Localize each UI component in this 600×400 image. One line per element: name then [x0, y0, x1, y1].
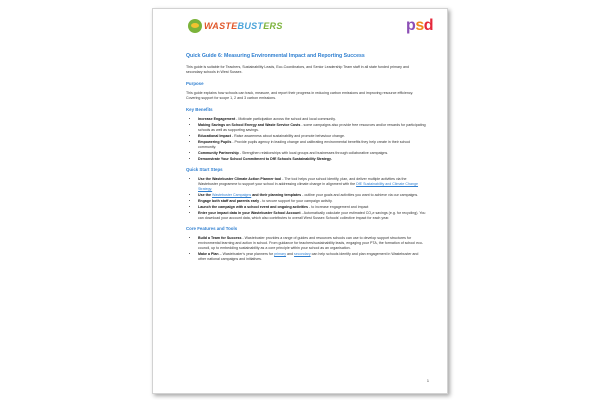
- list-item: • Use the Wastebuster Climate Action Planner tool - The tool helps your school identify, plan, and deliver multiple activities via the Wastebuster programme to support your school in addressing climate change in alignment with the DfE Sustainability and Climate Change Strategy.: [198, 177, 426, 192]
- document-page: [152, 8, 448, 394]
- wastebuster-logo: [188, 19, 283, 33]
- list-item: • Making Savings on School Energy and Waste Service Costs - some campaigns also provide free resources and/or rewards for participating schools as well as supporting savings.: [198, 123, 426, 133]
- wastebuster-logo-text: WASTEBUSTERS: [204, 21, 283, 31]
- wastebuster-campaigns-link[interactable]: Wastebuster Campaigns: [211, 193, 252, 197]
- psd-logo: psd: [406, 17, 433, 34]
- list-item: • Enter your impact data in your Wastebuster School Account - Automatically calculate your estimated CO₂e savings (e.g. for recycling). You can download your account data, which also contributes to overall West Sussex Schools' collective impact for each year.: [198, 211, 426, 221]
- list-item: • Build a Team for Success - Wastebuster provides a range of guides and resources schools can use to develop support structures for environmental learning and action in school. From guidance for teachers/sustainability leads, engaging your PTA, the formation of school eco-council, up to embedding sustainability as a core principle within your school as an organisation.: [198, 236, 426, 251]
- list-item: • Educational Impact - Raise awareness about sustainability and promote behaviour change.: [198, 134, 426, 139]
- dfe-strategy-link[interactable]: DfE Sustainability and Climate Change Strategy.: [198, 182, 419, 191]
- document-title: Quick Guide 6: Measuring Environmental Impact and Reporting Success: [186, 53, 365, 59]
- key-benefits-list: [186, 117, 426, 162]
- key-benefits-heading: Key Benefits: [186, 107, 213, 112]
- list-item: • Demonstrate Your School Commitment to DfE Schools Sustainability Strategy.: [198, 157, 426, 162]
- list-item: • Community Partnership - Strengthen relationships with local groups and businesses through collaborative campaigns.: [198, 151, 426, 156]
- core-features-heading: Core Features and Tools: [186, 226, 238, 231]
- mascot-icon: [188, 19, 202, 33]
- list-item: • Make a Plan – Wastebuster's year planners for primary and secondary can help schools identify and plan engagement in Wastebuster and other national campaigns and initiatives.: [198, 252, 426, 262]
- purpose-paragraph: This guide explains how schools can track, measure, and report their progress in reducing carbon emissions and improving resource efficiency. Covering support for scope 1, 2 and 3 carbon emissions.: [186, 91, 414, 100]
- intro-paragraph: This guide is suitable for Teachers, Sustainability Leads, Eco-Coordinators, and Senior Leadership Team staff in all state funded primary and secondary schools in West Sussex.: [186, 65, 409, 74]
- document-content: [186, 53, 426, 267]
- secondary-planner-link[interactable]: secondary: [294, 252, 311, 256]
- quick-start-list: [186, 177, 426, 221]
- list-item: • Empowering Pupils - Provide pupils agency in leading change and calibrating environmental benefits they help create in their school community.: [198, 140, 426, 150]
- list-item: • Engage both staff and parents early - to secure support for your campaign activity.: [198, 199, 426, 204]
- list-item: • Use the Wastebuster Campaigns and their planning templates - outline your goals and activities you want to achieve via our campaigns.: [198, 193, 426, 198]
- list-item: • Increase Engagement - Motivate participation across the school and local community.: [198, 117, 426, 122]
- list-item: • Launch the campaign with a school event and ongoing activities - to increase engagement and impact: [198, 205, 426, 210]
- purpose-heading: Purpose: [186, 81, 204, 86]
- quick-start-heading: Quick Start Steps: [186, 167, 223, 172]
- core-features-list: [186, 236, 426, 262]
- primary-planner-link[interactable]: primary: [274, 252, 287, 256]
- page-number: 1: [426, 379, 429, 383]
